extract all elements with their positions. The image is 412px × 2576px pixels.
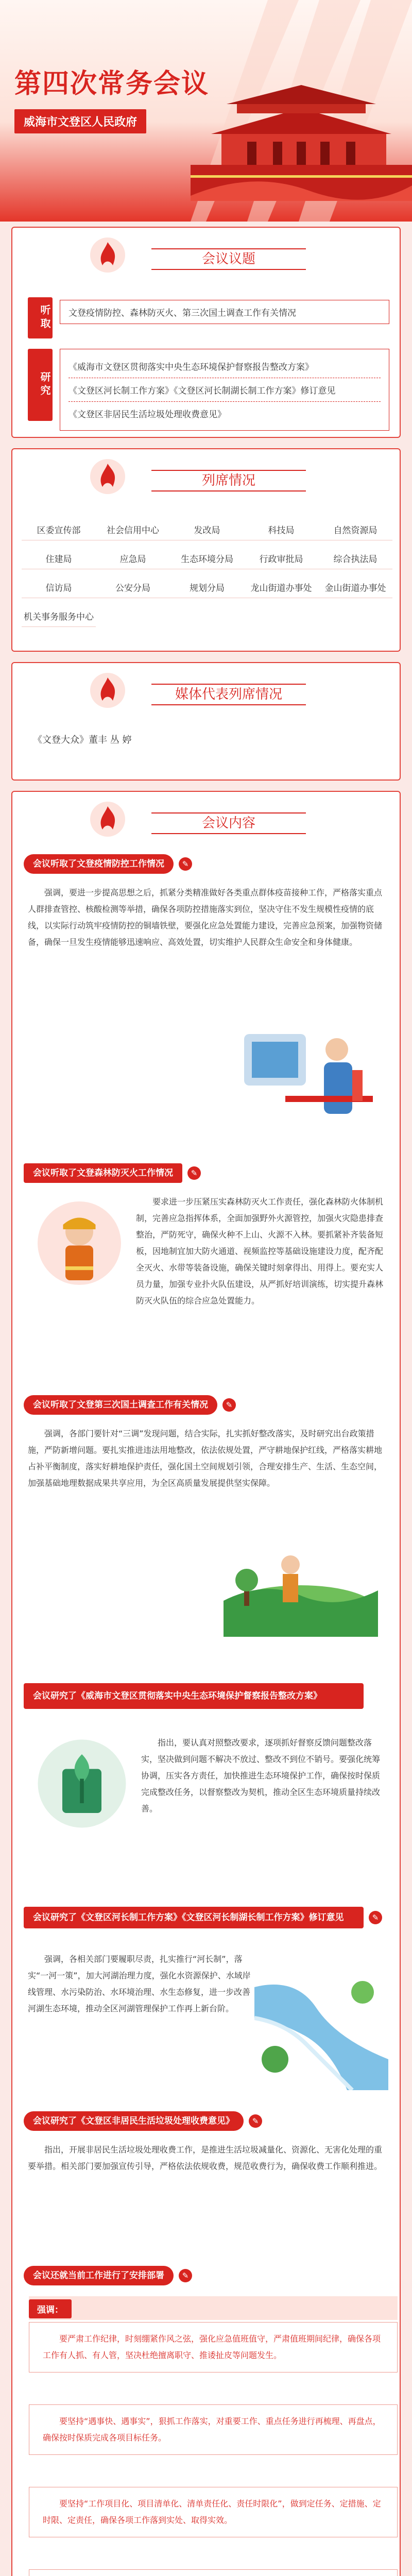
media-section	[11, 662, 401, 781]
attendees-title: 列席情况	[151, 470, 306, 492]
topic-header	[24, 2265, 192, 2286]
strong-label: 强调：	[29, 2299, 72, 2318]
study-item: 《文登区河长制工作方案》《文登区河长制湖长制工作方案》修订意见	[68, 378, 381, 402]
media-text: 《文登大众》董丰 丛 婷	[33, 735, 132, 745]
listen-item-text: 文登疫情防控、森林防灭火、第三次国土调查工作有关情况	[68, 308, 296, 318]
attendee-item: 龙山街道办事处	[244, 577, 318, 598]
attendee-item: 机关事务服务中心	[22, 605, 96, 627]
field-survey-illustration	[218, 1534, 383, 1637]
attendee-item: 自然资源局	[318, 519, 392, 540]
tiananmen-illustration	[191, 72, 412, 201]
study-item: 《威海市文登区贯彻落实中央生态环境保护督察报告整改方案》	[68, 354, 381, 378]
pencil-icon: ✎	[369, 1911, 382, 1924]
requirement-box	[29, 2569, 398, 2576]
requirement-box	[29, 2404, 398, 2455]
eco-illustration	[33, 1735, 131, 1833]
topic-text: 指出，开展非居民生活垃圾处理收费工作，是推进生活垃圾减量化、资源化、无害化处理的重要举措。相关部门要加强宣传引导，严格依法依规收费，规范收费行为，确保收费工作顺利推进。	[28, 2145, 383, 2171]
pencil-icon: ✎	[249, 2114, 262, 2128]
topic-header	[24, 854, 192, 874]
attendee-item: 区委宣传部	[22, 519, 96, 540]
lab-illustration	[234, 1013, 388, 1142]
topic-title: 会议研究了《文登区非居民生活垃圾处理收费意见》	[24, 2111, 244, 2131]
flame-emblem-icon	[90, 801, 126, 837]
study-badge: 研究	[28, 349, 53, 421]
topic-text: 强调，要进一步提高思想之后，抓紧分类精准做好各类重点群体疫苗接种工作，严格落实重点人群排查管控、核酸检测等举措，确保各项防控措施落实到位，坚决守住不发生规模性疫情的底线，以实际行动筑牢疫情防控的铜墙铁壁，要强化应急处置能力建设，完善应急预案，加强物资储备，确保一旦发生疫情能够迅速响应、高效处置，切实维护人民群众生命安全和身体健康。	[28, 888, 383, 947]
agenda-title: 会议议题	[151, 248, 306, 270]
study-item: 《文登区非居民生活垃圾处理收费意见》	[68, 410, 226, 420]
attendee-item: 综合执法局	[318, 548, 392, 569]
attendee-item: 住建局	[22, 548, 96, 569]
topic-header	[24, 2111, 262, 2131]
attendee-item: 规划分局	[170, 577, 244, 598]
flame-emblem-icon	[90, 237, 126, 273]
topic-text: 要求进一步压紧压实森林防灭火工作责任，强化森林防火体制机制，完善应急指挥体系，全面加强野外火源管控，加强火灾隐患排查整治，严防死守，确保火种不上山、火源不入林。要抓紧补齐装备短板，因地制宜加大防火通道、视频监控等基础设施建设力度，配齐配全灭火、水带等装备设施，确保关键时刻拿得出、用得上。要充实人员力量，加强专业扑火队伍建设，从严抓好培训演练，切实提升森林防灭火队伍的综合应急处置能力。	[136, 1197, 384, 1306]
strong-label-strip	[29, 2296, 398, 2320]
topic-title: 会议研究了《威海市文登区贯彻落实中央生态环境保护督察报告整改方案》	[24, 1683, 364, 1709]
study-items	[60, 349, 389, 431]
requirement-box	[29, 2487, 398, 2537]
pencil-icon: ✎	[179, 857, 192, 871]
attendee-item: 发改局	[170, 519, 244, 540]
topic-header	[24, 1163, 201, 1183]
requirement-box	[29, 2322, 398, 2372]
pencil-icon: ✎	[179, 2269, 192, 2282]
listen-item	[60, 300, 389, 324]
page-title: 第四次常务会议	[14, 69, 210, 99]
attendees-section	[11, 448, 401, 652]
attendee-grid	[22, 519, 392, 627]
topic-header	[24, 1395, 236, 1415]
attendee-item: 金山街道办事处	[318, 577, 392, 598]
river-illustration	[254, 1956, 388, 2090]
content-title: 会议内容	[151, 812, 306, 834]
topic-header	[24, 1900, 382, 1936]
topic-text: 指出，要认真对照整改要求，逐项抓好督察反馈问题整改落实，坚决做到问题不解决不放过、整改不到位不销号。要强化统筹协调，压实各方责任，加快推进生态环境保护工作，确保按时保质完成整改任务，以督察整改为契机，推动全区生态环境质量持续改善。	[141, 1738, 381, 1814]
header-banner	[0, 0, 412, 222]
pencil-icon: ✎	[187, 1166, 201, 1180]
attendee-item: 生态环境分局	[170, 548, 244, 569]
topic-text: 强调，各相关部门要履职尽责，扎实推行“河长制”，落实“一河一策”，加大河湖治理力度，强化水资源保护、水域岸线管理、水污染防治、水环境治理、水生态修复，进一步改善河湖生态环境，推动全区河湖管理保护工作再上新台阶。	[28, 1954, 251, 2013]
topic-title: 会议研究了《文登区河长制工作方案》《文登区河长制湖长制工作方案》修订意见	[24, 1907, 364, 1928]
pencil-icon: ✎	[222, 1398, 236, 1412]
flame-emblem-icon	[90, 459, 126, 495]
requirement-text: 要严肃工作纪律，时刻绷紧作风之弦，强化应急值班值守，严肃值班期间纪律，确保各项工作有人抓、有人管，坚决杜绝擅离职守、推诿扯皮等问题发生。	[43, 2334, 381, 2360]
attendee-item: 公安分局	[96, 577, 170, 598]
attendee-item: 科技局	[244, 519, 318, 540]
attendee-item: 行政审批局	[244, 548, 318, 569]
organization-tag: 威海市文登区人民政府	[14, 109, 146, 133]
topic-title: 会议听取了文登第三次国土调查工作有关情况	[24, 1395, 217, 1415]
agenda-section	[11, 227, 401, 438]
topic-header	[24, 1673, 364, 1719]
topic-text: 强调，各部门要针对“三调”发现问题，结合实际，扎实抓好整改落实，及时研究出台政策措施，严防新增问题。要扎实推进违法用地整改，依法依规处置，严守耕地保护红线，严格落实耕地占补平衡制度，落实好耕地保护责任，强化国土空间规划引领，合理安排生产、生活、生态空间，加强基础地理数据成果共享应用，为全区高质量发展提供坚实保障。	[28, 1429, 383, 1488]
attendee-item: 信访局	[22, 577, 96, 598]
topic-title: 会议还就当前工作进行了安排部署	[24, 2266, 174, 2285]
media-title: 媒体代表列席情况	[151, 684, 306, 705]
topic-title: 会议听取了文登森林防灭火工作情况	[24, 1163, 182, 1183]
topic-title: 会议听取了文登疫情防控工作情况	[24, 854, 174, 874]
listen-badge: 听取	[28, 297, 53, 338]
attendee-item: 社会信用中心	[96, 519, 170, 540]
attendee-item: 应急局	[96, 548, 170, 569]
requirement-text: 要坚持“遇事快、遇事实”，狠抓工作落实，对重要工作、重点任务进行再梳理、再盘点，确保按时保质完成各项目标任务。	[43, 2416, 381, 2443]
firefighter-illustration	[33, 1194, 126, 1302]
flame-emblem-icon	[90, 672, 126, 708]
content-section	[11, 791, 401, 2576]
requirement-text: 要坚持“工作项目化、项目清单化、清单责任化、责任时限化”，做到定任务、定措施、定时限、定责任，确保各项工作落到实处、取得实效。	[43, 2499, 381, 2525]
